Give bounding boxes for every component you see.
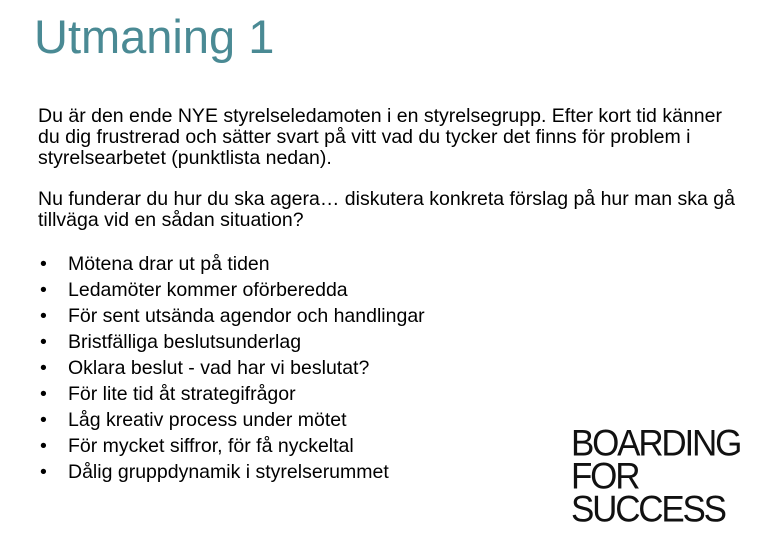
bullet-icon: • [40, 305, 47, 327]
list-item-text: Låg kreativ process under mötet [68, 409, 347, 431]
bullet-icon: • [40, 331, 47, 353]
bullet-icon: • [40, 279, 47, 301]
bullet-icon: • [40, 461, 47, 483]
list-item [38, 355, 738, 381]
list-item [38, 303, 738, 329]
list-item [38, 277, 738, 303]
bullet-icon: • [40, 435, 47, 457]
list-item-text: Dålig gruppdynamik i styrelserummet [68, 461, 389, 483]
list-item-text: Oklara beslut - vad har vi beslutat? [68, 357, 370, 379]
list-item-text: Bristfälliga beslutsunderlag [68, 331, 302, 353]
logo-line-2: FOR [571, 455, 639, 497]
bullet-icon: • [40, 357, 47, 379]
slide-title: Utmaning 1 [34, 10, 275, 63]
list-item [38, 381, 738, 407]
list-item [38, 329, 738, 355]
bullet-icon: • [40, 383, 47, 405]
question-paragraph: Nu funderar du hur du ska agera… diskutera konkreta förslag på hur man ska gå tillväga vid en sådan situation? [38, 188, 735, 231]
list-item-text: Ledamöter kommer oförberedda [68, 279, 348, 301]
list-item-text: Mötena drar ut på tiden [68, 253, 270, 275]
list-item-text: För lite tid åt strategifrågor [68, 383, 296, 405]
list-item-text: För sent utsända agendor och handlingar [68, 305, 425, 327]
logo-line-1: BOARDING [571, 422, 741, 464]
list-item [38, 251, 738, 277]
logo-line-3: SUCCESS [571, 488, 725, 530]
boarding-for-success-logo [571, 422, 771, 530]
intro-paragraph: Du är den ende NYE styrelseledamoten i en styrelsegrupp. Efter kort tid känner du dig frustrerad och sätter svart på vitt vad du tycker det finns för problem i styrelsearbetet (punktlista nedan). [38, 105, 722, 169]
bullet-icon: • [40, 253, 47, 275]
list-item-text: För mycket siffror, för få nyckeltal [68, 435, 354, 457]
bullet-icon: • [40, 409, 47, 431]
